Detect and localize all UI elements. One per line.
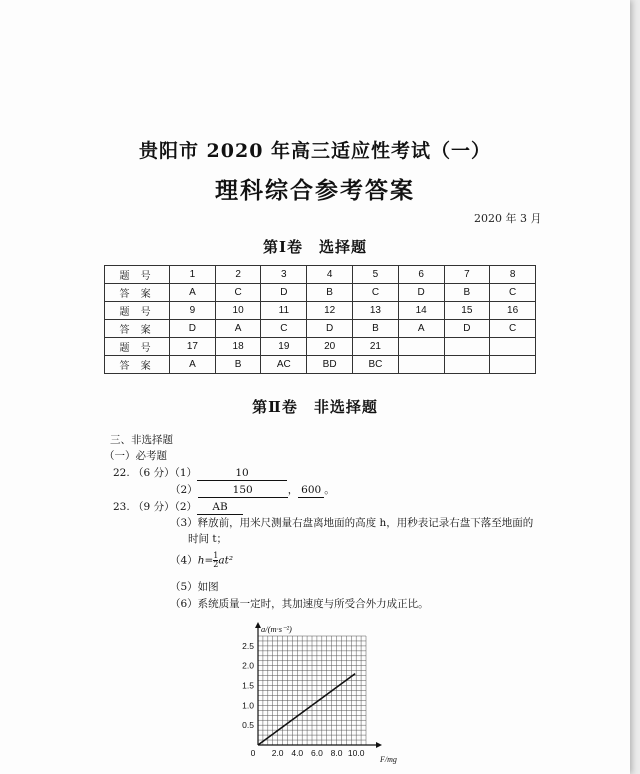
q23-p4: [170, 552, 233, 569]
x-tick-label: 0: [250, 748, 256, 758]
q22-p2-answer-a: 150: [198, 484, 288, 498]
section-heading: 三、非选择题: [110, 434, 173, 446]
table-cell: A: [170, 356, 216, 374]
table-cell: D: [307, 320, 353, 338]
q23-p5: （5）如图: [170, 581, 219, 593]
table-cell: C: [261, 320, 307, 338]
table-cell: B: [215, 356, 261, 374]
table-cell: 8: [490, 266, 536, 284]
table-cell: 5: [353, 266, 399, 284]
table-cell: 15: [444, 302, 490, 320]
q23-p4-lhs: h=: [197, 554, 214, 567]
answer-table: [104, 265, 536, 374]
table-cell: [444, 356, 490, 374]
y-tick-label: 2.5: [242, 640, 254, 651]
q23-points: （9 分）: [133, 501, 175, 513]
x-tick-label: 10.0: [347, 748, 365, 758]
table-cell: C: [490, 284, 536, 302]
table-cell: 20: [307, 338, 353, 356]
row-header: 答 案: [105, 320, 170, 338]
answer-table-row: [105, 266, 536, 284]
table-cell: 3: [261, 266, 307, 284]
q23-p4-rhs: at²: [218, 554, 234, 567]
q22-p2-answer-b: 600: [298, 484, 324, 498]
exam-date: 2020 年 3 月: [474, 212, 542, 225]
answer-table-row: [105, 320, 536, 338]
q22-p2-label: （2）: [170, 484, 198, 496]
table-cell: A: [398, 320, 444, 338]
table-cell: 13: [353, 302, 399, 320]
table-cell: 17: [170, 338, 216, 356]
table-cell: [398, 338, 444, 356]
q23-p3-line2: 时间 t；: [188, 533, 228, 545]
exam-subtitle: 理科综合参考答案: [215, 177, 415, 204]
x-axis-arrow: [376, 742, 382, 748]
q23-p4-den: 2: [213, 560, 219, 569]
table-cell: D: [444, 320, 490, 338]
table-cell: 9: [170, 302, 216, 320]
subsection-heading: （一）必考题: [104, 450, 167, 462]
table-cell: 16: [490, 302, 536, 320]
q23-p6: （6）系统质量一定时，其加速度与所受合外力成正比。: [170, 598, 429, 610]
y-tick-label: 0.5: [242, 720, 254, 731]
q23-line1: [113, 499, 243, 515]
table-cell: D: [261, 284, 307, 302]
y-tick-label: 1.0: [242, 700, 254, 711]
y-tick-label: 2.0: [242, 660, 254, 671]
q23-p4-label: （4）: [170, 554, 198, 567]
table-cell: [444, 338, 490, 356]
x-tick-label: 6.0: [310, 748, 323, 758]
table-cell: 2: [215, 266, 261, 284]
table-cell: B: [444, 284, 490, 302]
x-tick-label: 2.0: [271, 748, 284, 758]
q22-p2-end: 。: [324, 484, 335, 496]
q22-p1-label: （1）: [174, 467, 198, 479]
table-cell: D: [398, 284, 444, 302]
q22-line2: （2） 150 ， 600 。: [170, 484, 335, 496]
table-cell: 4: [307, 266, 353, 284]
table-cell: C: [215, 284, 261, 302]
table-cell: 14: [398, 302, 444, 320]
table-cell: 11: [261, 302, 307, 320]
x-tick-label: 8.0: [330, 748, 343, 758]
q22-p1-answer: 10: [197, 467, 287, 481]
x-axis-label: F/mg: [380, 755, 397, 764]
q22-points: （6 分）: [133, 467, 175, 479]
table-cell: [490, 338, 536, 356]
table-cell: C: [353, 284, 399, 302]
part2-title: 第Ⅱ卷 非选择题: [252, 398, 378, 416]
q23-p4-num: 1: [213, 551, 219, 560]
q23-p2-label: （2）: [174, 501, 198, 513]
x-tick-label: 4.0: [291, 748, 304, 758]
table-cell: A: [215, 320, 261, 338]
table-cell: D: [170, 320, 216, 338]
table-cell: [490, 356, 536, 374]
table-cell: BC: [353, 356, 399, 374]
q22-line1: [113, 465, 287, 481]
q23-p3-line1: （3）释放前，用米尺测量右盘离地面的高度 h，用秒表记录右盘下落至地面的: [170, 517, 534, 529]
row-header: 题 号: [105, 302, 170, 320]
row-header: 答 案: [105, 284, 170, 302]
table-cell: 10: [215, 302, 261, 320]
answer-table-row: [105, 284, 536, 302]
table-cell: 7: [444, 266, 490, 284]
table-cell: C: [490, 320, 536, 338]
exam-title: 贵阳市 2020 年高三适应性考试（一）: [138, 140, 492, 162]
table-cell: AC: [261, 356, 307, 374]
table-cell: 21: [353, 338, 399, 356]
q22-number: 22.: [113, 467, 130, 479]
q23-p2-answer: AB: [197, 501, 243, 515]
table-cell: B: [353, 320, 399, 338]
part1-title: 第Ⅰ卷 选择题: [262, 238, 368, 256]
acceleration-force-graph: [228, 618, 428, 774]
row-header: 题 号: [105, 266, 170, 284]
q23-number: 23.: [113, 501, 130, 513]
answer-table-row: [105, 302, 536, 320]
table-cell: 6: [398, 266, 444, 284]
answer-table-row: [105, 338, 536, 356]
row-header: 题 号: [105, 338, 170, 356]
answer-table-row: [105, 356, 536, 374]
table-cell: B: [307, 284, 353, 302]
table-cell: 19: [261, 338, 307, 356]
y-tick-label: 1.5: [242, 680, 254, 691]
table-cell: 18: [215, 338, 261, 356]
table-cell: [398, 356, 444, 374]
table-cell: A: [170, 284, 216, 302]
y-axis-label: a/(m·s⁻²): [261, 624, 292, 634]
table-cell: BD: [307, 356, 353, 374]
table-cell: 12: [307, 302, 353, 320]
row-header: 答 案: [105, 356, 170, 374]
table-cell: 1: [170, 266, 216, 284]
